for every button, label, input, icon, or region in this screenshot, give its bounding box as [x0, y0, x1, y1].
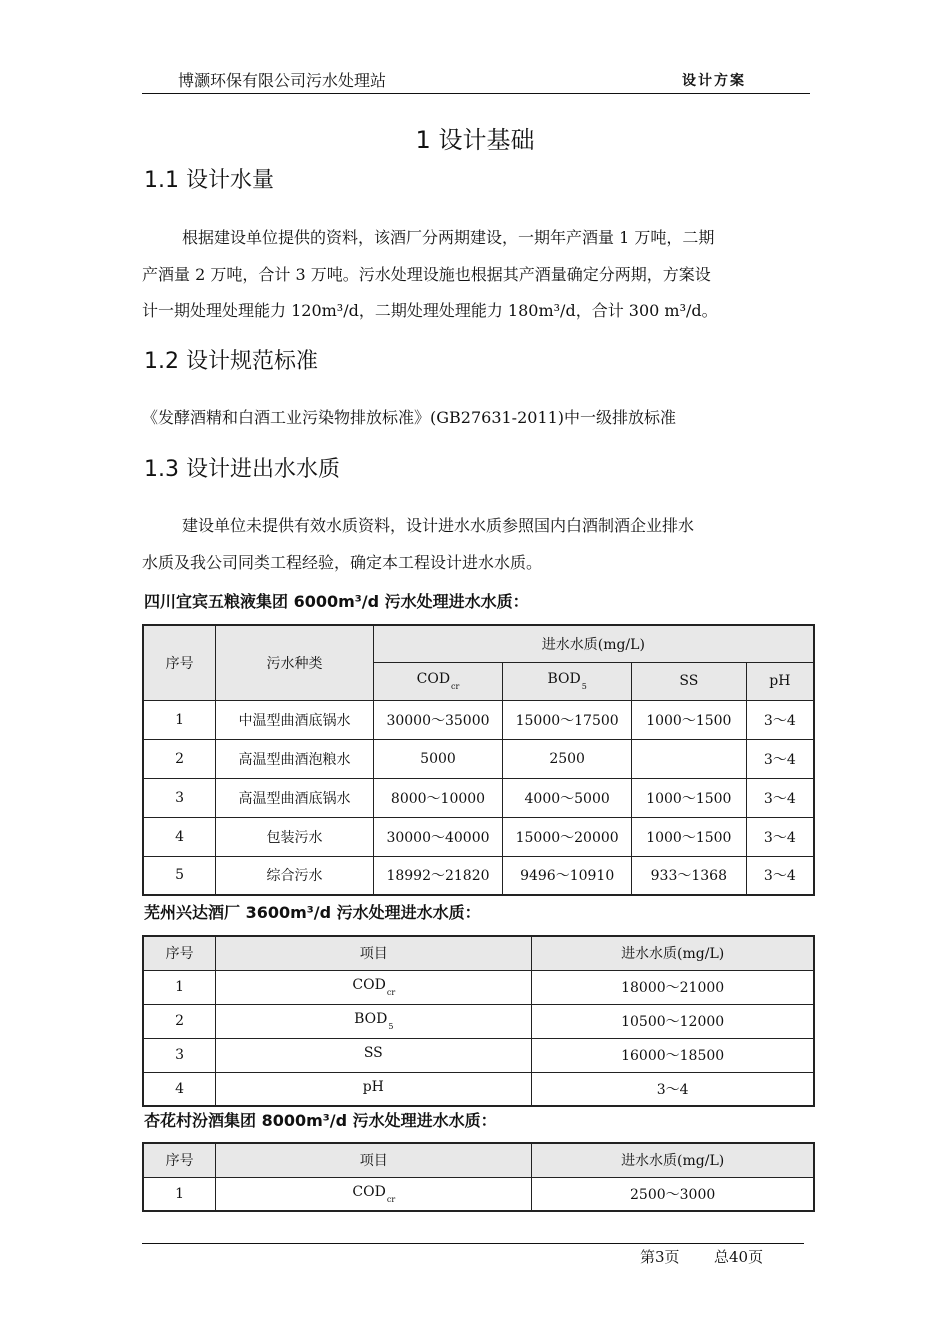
cell-item: $COD_{cr}$ — [216, 1177, 532, 1211]
table-row — [143, 1177, 814, 1211]
col-header-group: 进水水质(mg/L) — [373, 625, 814, 662]
table-fenjiu — [142, 1142, 815, 1212]
table-row — [143, 700, 814, 739]
col-header-ss: SS — [631, 662, 746, 700]
cell-ss: 1000～1500 — [631, 817, 746, 856]
cell-cod: 30000～40000 — [373, 817, 503, 856]
cell-ss: 933～1368 — [631, 856, 746, 895]
cell-value: 2500～3000 — [532, 1177, 814, 1211]
footer-total-pages: 总40页 — [714, 1248, 764, 1266]
table-wuliangye — [142, 624, 815, 896]
footer-page-number: 第3页 — [640, 1248, 680, 1266]
cell-no: 2 — [143, 1004, 216, 1038]
table1-caption: 四川宜宾五粮液集团 6000m³/d 污水处理进水水质： — [144, 592, 529, 611]
cell-type: 包装污水 — [216, 817, 373, 856]
section-heading-1-2: 1.2 设计规范标准 — [144, 349, 318, 374]
cell-value: 16000～18500 — [532, 1038, 814, 1072]
section-heading-1-1: 1.1 设计水量 — [144, 168, 274, 193]
cell-ph: 3～4 — [746, 739, 814, 778]
cell-item: SS — [216, 1038, 532, 1072]
cell-item: pH — [216, 1072, 532, 1106]
cell-no: 3 — [143, 1038, 216, 1072]
col-header-no: 序号 — [143, 1143, 216, 1177]
cell-value: 10500～12000 — [532, 1004, 814, 1038]
cell-item: $BOD_5$ — [216, 1004, 532, 1038]
cell-bod: 4000～5000 — [503, 778, 632, 817]
table-row — [143, 1038, 814, 1072]
col-header-cod: $COD_{cr}$ — [373, 662, 503, 700]
cell-ss: 1000～1500 — [631, 778, 746, 817]
cell-no: 1 — [143, 1177, 216, 1211]
paragraph-line: 计一期处理处理能力 120m³/d，二期处理处理能力 180m³/d，合计 300 m³/d。 — [142, 301, 718, 320]
cell-no: 4 — [143, 1072, 216, 1106]
cell-item: $COD_{cr}$ — [216, 970, 532, 1004]
cell-no: 3 — [143, 778, 216, 817]
cell-bod: 15000～17500 — [503, 700, 632, 739]
cell-bod: 15000～20000 — [503, 817, 632, 856]
col-header-item: 项目 — [216, 936, 532, 970]
cell-ph: 3～4 — [746, 778, 814, 817]
footer-rule — [142, 1243, 804, 1244]
cell-ph: 3～4 — [746, 817, 814, 856]
table3-caption: 杏花村汾酒集团 8000m³/d 污水处理进水水质： — [144, 1111, 497, 1130]
cell-ph: 3～4 — [746, 856, 814, 895]
cell-ph: 3～4 — [746, 700, 814, 739]
cell-bod: 9496～10910 — [503, 856, 632, 895]
header-doc-type: 设计方案 — [682, 73, 746, 89]
table-row — [143, 739, 814, 778]
cell-cod: 8000～10000 — [373, 778, 503, 817]
col-header-no: 序号 — [143, 936, 216, 970]
cell-no: 2 — [143, 739, 216, 778]
table-row — [143, 970, 814, 1004]
table2-caption: 芜州兴达酒厂 3600m³/d 污水处理进水水质： — [144, 903, 481, 922]
col-header-item: 项目 — [216, 1143, 532, 1177]
cell-type: 中温型曲酒底锅水 — [216, 700, 373, 739]
paragraph-line: 产酒量 2 万吨，合计 3 万吨。污水处理设施也根据其产酒量确定分两期，方案设 — [142, 264, 711, 284]
cell-type: 综合污水 — [216, 856, 373, 895]
cell-ss — [631, 739, 746, 778]
col-header-value: 进水水质(mg/L) — [532, 1143, 814, 1177]
table-row — [143, 817, 814, 856]
table-row — [143, 1004, 814, 1038]
col-header-bod: $BOD_5$ — [503, 662, 632, 700]
paragraph-line: 建设单位未提供有效水质资料，设计进水水质参照国内白酒制酒企业排水 — [182, 516, 695, 535]
cell-cod: 18992～21820 — [373, 856, 503, 895]
cell-cod: 30000～35000 — [373, 700, 503, 739]
cell-type: 高温型曲酒泡粮水 — [216, 739, 373, 778]
paragraph-line: 根据建设单位提供的资料，该酒厂分两期建设，一期年产酒量 1 万吨，二期 — [182, 228, 715, 247]
table-row — [143, 856, 814, 895]
cell-no: 1 — [143, 970, 216, 1004]
page-title: 1 设计基础 — [415, 126, 535, 154]
col-header-no: 序号 — [143, 625, 216, 700]
cell-value: 3～4 — [532, 1072, 814, 1106]
col-header-value: 进水水质(mg/L) — [532, 936, 814, 970]
table-row — [143, 1072, 814, 1106]
header-rule — [142, 93, 810, 94]
paragraph-line: 水质及我公司同类工程经验，确定本工程设计进水水质。 — [142, 552, 543, 572]
col-header-type: 污水种类 — [216, 625, 373, 700]
cell-no: 5 — [143, 856, 216, 895]
cell-value: 18000～21000 — [532, 970, 814, 1004]
section-heading-1-3: 1.3 设计进出水水质 — [144, 457, 340, 482]
cell-no: 4 — [143, 817, 216, 856]
section-1-1-body — [142, 220, 812, 330]
section-1-3-body — [142, 508, 812, 581]
table-row — [143, 778, 814, 817]
col-header-ph: pH — [746, 662, 814, 700]
cell-ss: 1000～1500 — [631, 700, 746, 739]
cell-type: 高温型曲酒底锅水 — [216, 778, 373, 817]
cell-bod: 2500 — [503, 739, 632, 778]
cell-no: 1 — [143, 700, 216, 739]
cell-cod: 5000 — [373, 739, 503, 778]
table-xingda — [142, 935, 815, 1107]
standard-reference: 《发酵酒精和白酒工业污染物排放标准》(GB27631-2011)中一级排放标准 — [142, 408, 677, 427]
header-org: 博灏环保有限公司污水处理站 — [178, 71, 387, 90]
